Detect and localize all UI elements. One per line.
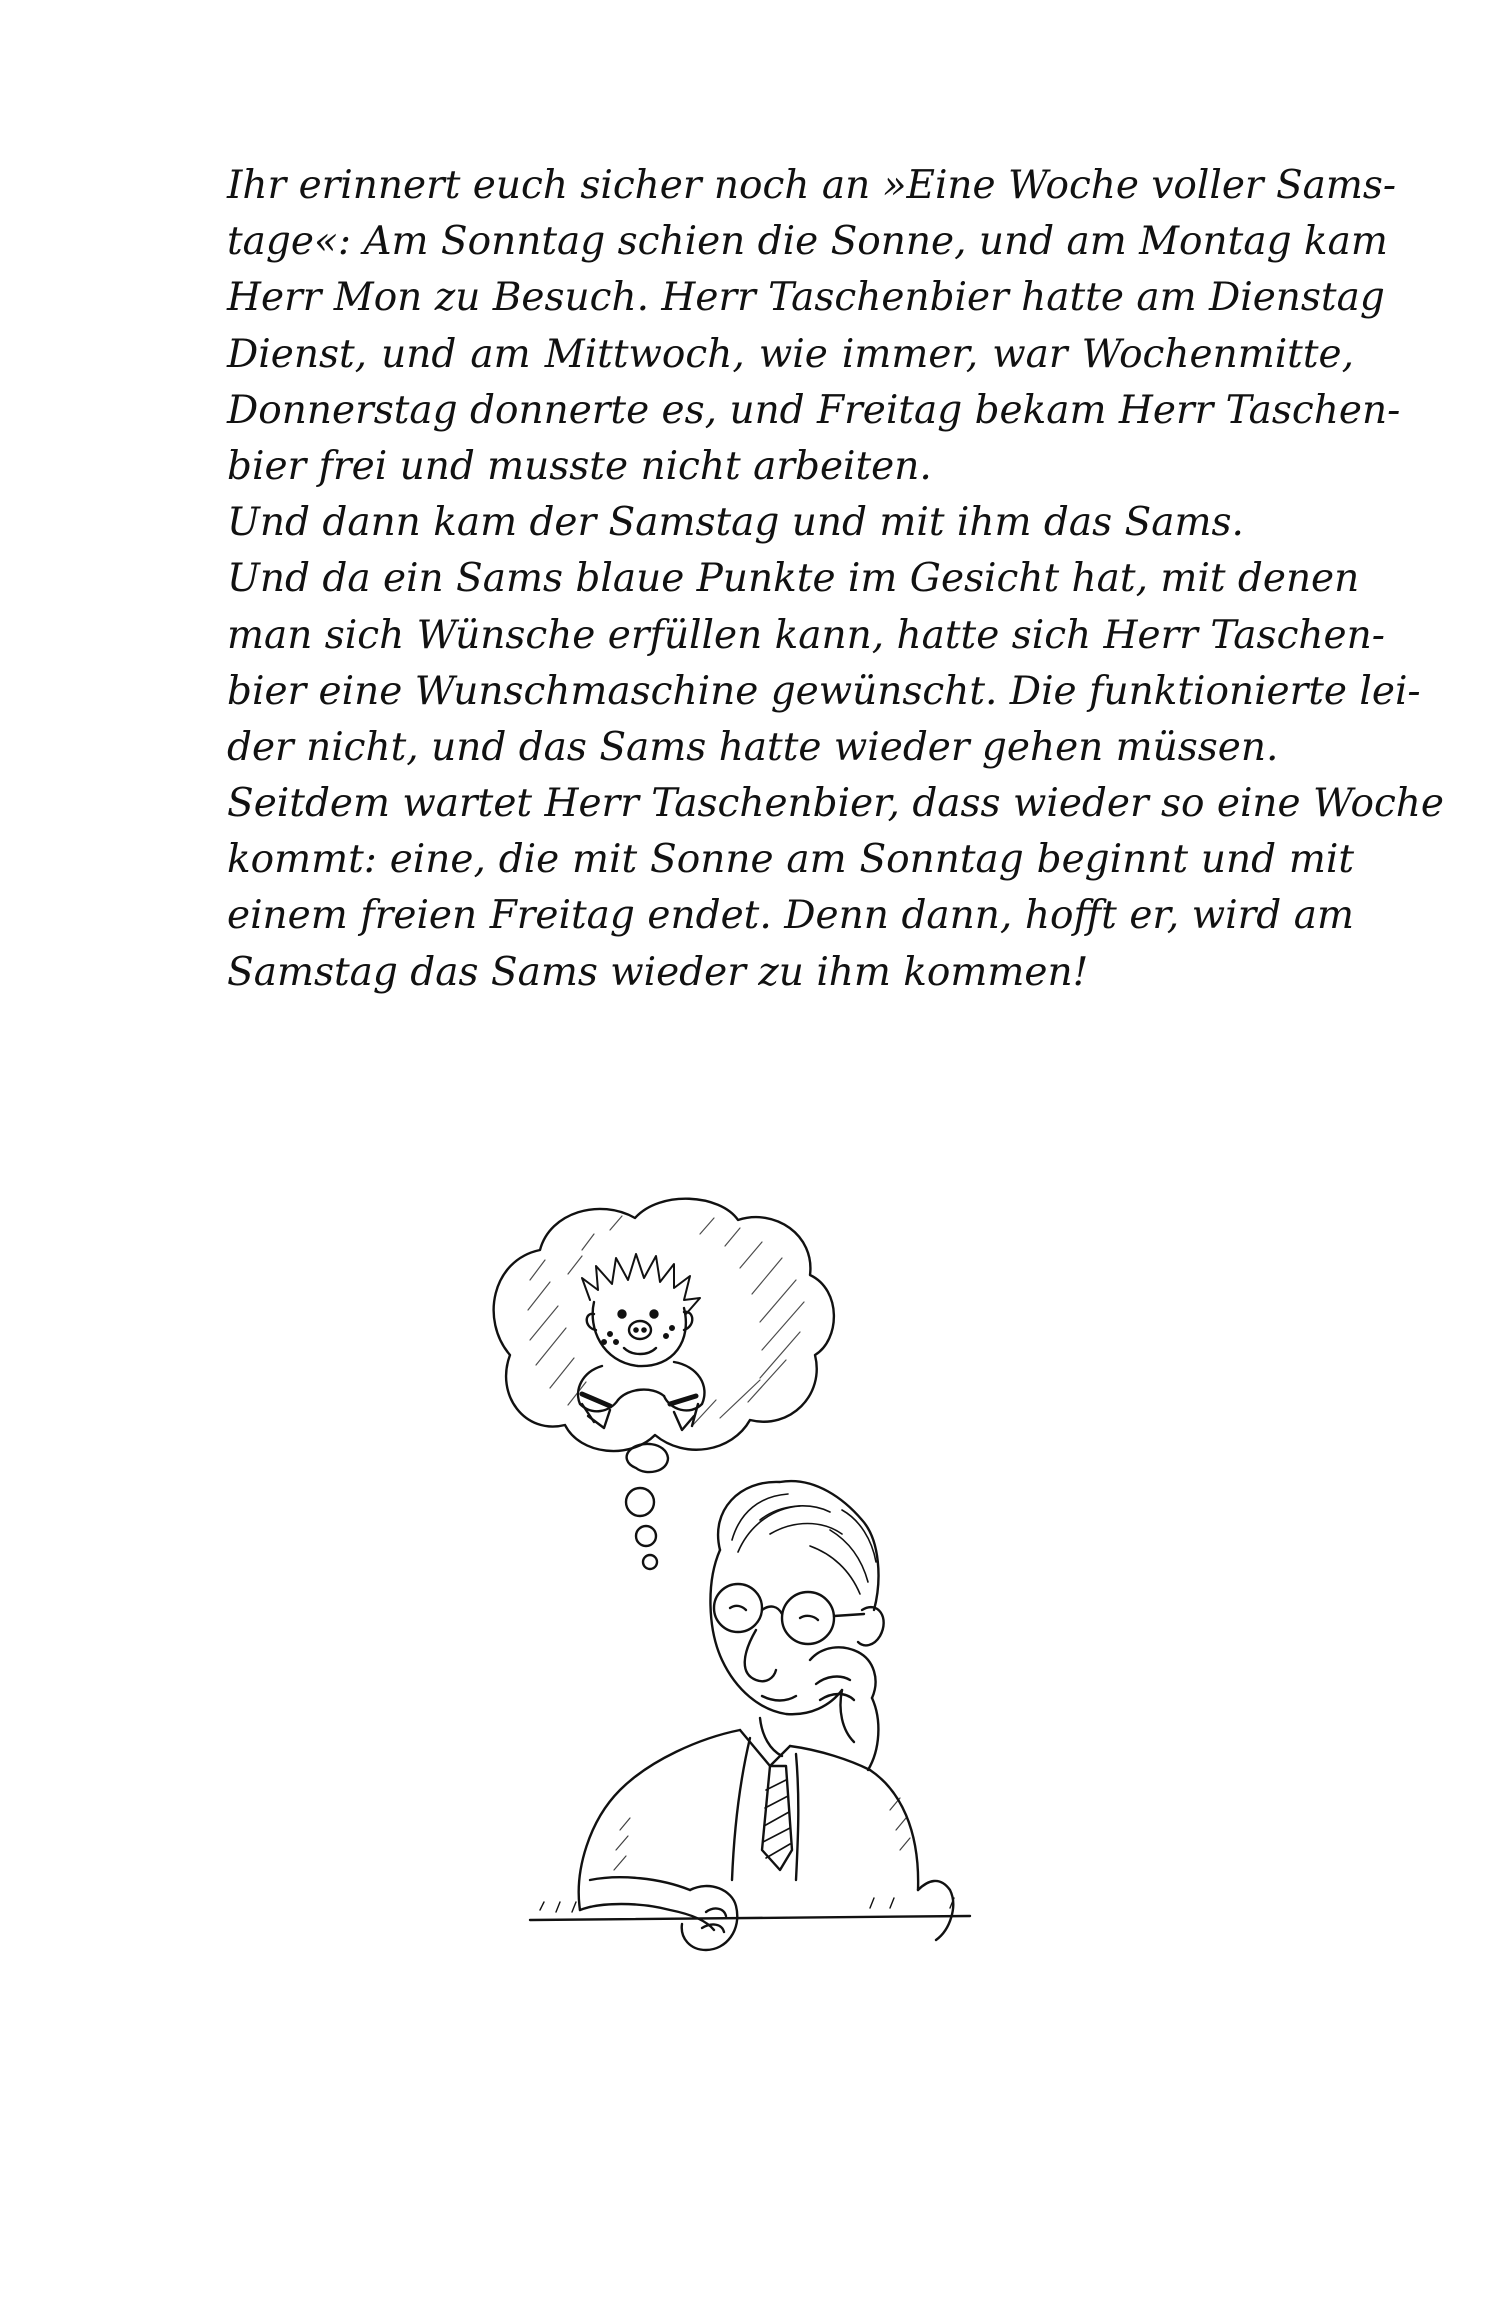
text-line: man sich Wünsche erfüllen kann, hatte sich Herr Taschen- — [227, 612, 1385, 658]
text-line: der nicht, und das Sams hatte wieder gehen müssen. — [227, 724, 1279, 770]
text-line: Donnerstag donnerte es, und Freitag bekam Herr Taschen- — [227, 387, 1401, 433]
text-line: einem freien Freitag endet. Denn dann, hofft er, wird am — [227, 893, 1354, 939]
illustration — [470, 1190, 1030, 2010]
text-line: Seitdem wartet Herr Taschenbier, dass wieder so eine Woche — [227, 781, 1444, 827]
paragraph — [227, 158, 1401, 495]
paragraph — [227, 495, 1354, 551]
text-line: Und da ein Sams blaue Punkte im Gesicht hat, mit denen — [227, 556, 1360, 602]
story-text — [227, 158, 1444, 1001]
paragraph — [227, 551, 1421, 776]
thought-bubble — [494, 1199, 834, 1451]
text-line: bier frei und musste nicht arbeiten. — [227, 443, 932, 489]
text-line: Herr Mon zu Besuch. Herr Taschenbier hatte am Dienstag — [227, 275, 1385, 321]
herr-taschenbier-figure — [530, 1481, 970, 1950]
paragraph — [227, 776, 1444, 1001]
text-line: Dienst, und am Mittwoch, wie immer, war Wochenmitte, — [227, 331, 1354, 377]
text-line: tage«: Am Sonntag schien die Sonne, und am Montag kam — [227, 219, 1388, 265]
sams-figure — [578, 1254, 704, 1430]
text-line: Samstag das Sams wieder zu ihm kommen! — [227, 949, 1089, 995]
thought-trail — [626, 1444, 668, 1569]
man-dreaming-of-sams-illustration — [470, 1190, 1030, 2010]
text-line: Ihr erinnert euch sicher noch an »Eine Woche voller Sams- — [227, 163, 1397, 208]
text-line: Und dann kam der Samstag und mit ihm das Sams. — [227, 500, 1244, 546]
text-line: bier eine Wunschmaschine gewünscht. Die funktionierte lei- — [227, 668, 1421, 714]
text-line: kommt: eine, die mit Sonne am Sonntag beginnt und mit — [227, 837, 1354, 883]
